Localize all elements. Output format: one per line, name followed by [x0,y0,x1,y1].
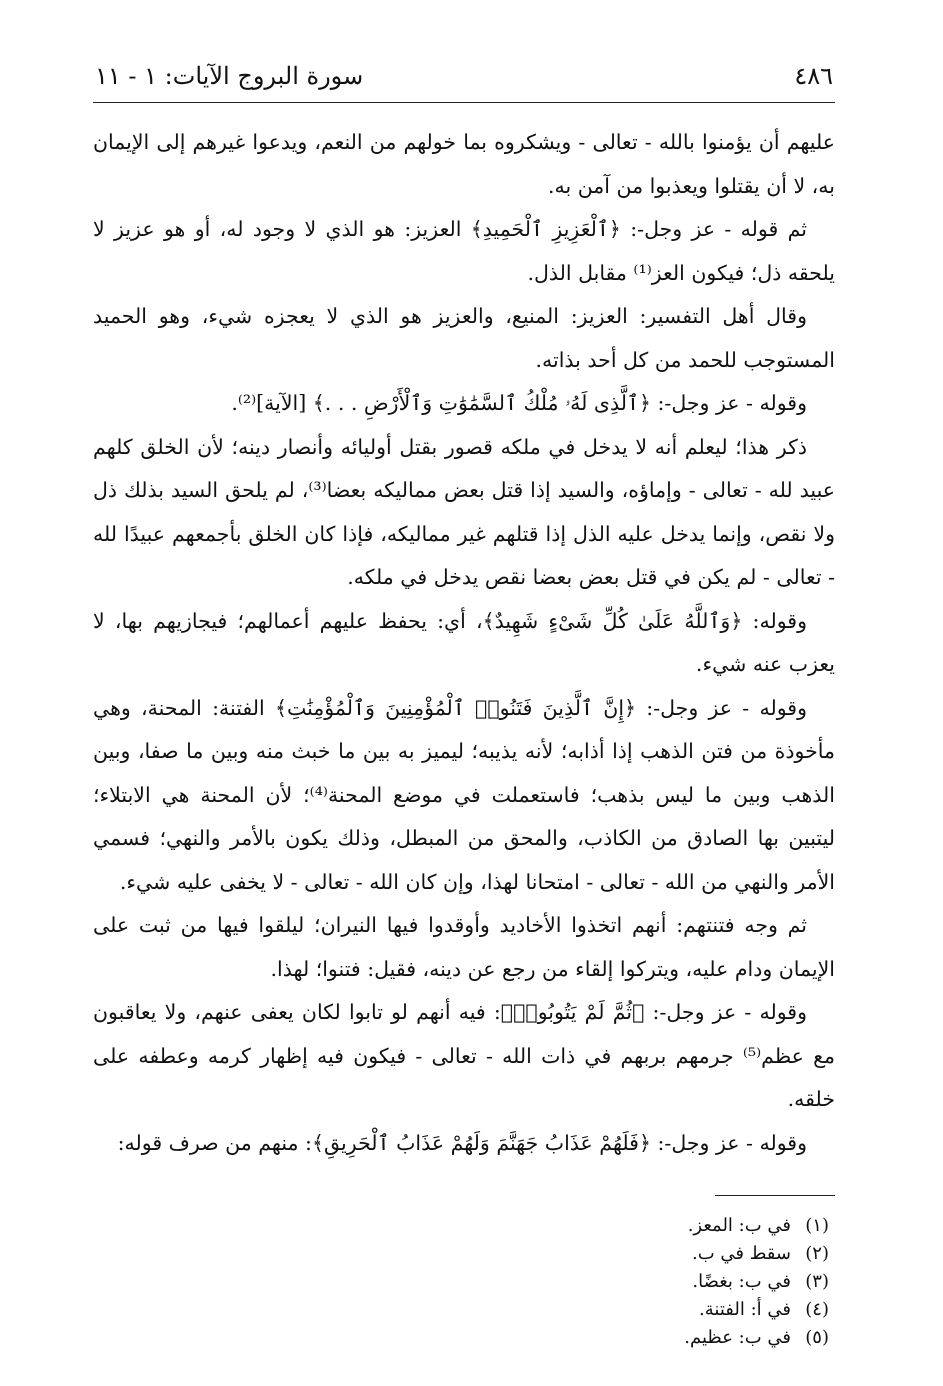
footnote [93,1296,829,1324]
footnote-text: سقط في ب. [692,1243,791,1264]
footnote-separator [715,1195,835,1196]
paragraph: ثم قوله - عز وجل-: ﴿ٱلْعَزِيزِ ٱلْحَمِيدِ﴾ العزيز: هو الذي لا وجود له، أو هو عزيز لا يلحقه ذل؛ فيكون العز⁽¹⁾ مقابل الذل. [93,217,835,285]
footnote [93,1268,829,1296]
footnote-number: (٤) [805,1299,829,1320]
footnote [93,1212,829,1240]
running-title: سورة البروج الآيات: ١ - ١١ [95,62,364,90]
footnote-text: في ب: المعز. [687,1215,791,1236]
header-rule [93,102,835,103]
footnote-text: في أ: الفتنة. [699,1299,791,1320]
footnote-number: (٢) [805,1243,829,1264]
footnote [93,1240,829,1268]
page-number: ٤٨٦ [794,62,833,90]
footnote-text: في ب: بغضًا. [692,1271,791,1292]
book-page [93,52,835,1352]
paragraph: عليهم أن يؤمنوا بالله - تعالى - ويشكروه بما خولهم من النعم، ويدعوا غيرهم إلى الإيمان به، لا أن يقتلوا ويعذبوا من آمن به. [93,130,835,198]
paragraph: وقوله - عز وجل-: ﴿ثُمَّ لَمْ يَتُوبُوا۟﴾: فيه أنهم لو تابوا لكان يعفى عنهم، ولا يعاقبون مع عظم⁽⁵⁾ جرمهم بربهم في ذات الله - تعالى - فيكون فيه إظهار كرمه وعطفه على خلقه. [93,1000,835,1111]
footnote-text: في ب: عظيم. [684,1327,791,1348]
footnote-number: (٥) [805,1327,829,1348]
footnotes [93,1212,835,1352]
paragraph: وقوله - عز وجل-: ﴿إِنَّ ٱلَّذِينَ فَتَنُوا۟ ٱلْمُؤْمِنِينَ وَٱلْمُؤْمِنَٰتِ﴾ الفتنة: المحنة، وهي مأخوذة من فتن الذهب إذا أذابه؛ لأنه يذيبه؛ ليميز به بين ما خبث منه وبين ما صفا، وبين الذهب وبين ما ليس بذهب؛ فاستعملت في موضع المحنة⁽⁴⁾؛ لأن المحنة هي الابتلاء؛ ليتبين بها الصادق من الكاذب، والمحق من المبطل، وذلك يكون بالأمر والنهي؛ فسمي الأمر والنهي من الله - تعالى - امتحانا لهذا، وإن كان الله - تعالى - لا يخفى عليه شيء. [93,695,835,894]
footnote-number: (١) [805,1215,829,1236]
footnote [93,1324,829,1352]
paragraph: ذكر هذا؛ ليعلم أنه لا يدخل في ملكه قصور بقتل أوليائه وأنصار دينه؛ لأن الخلق كلهم عبيد لله - تعالى - وإماؤه، والسيد إذا قتل بعض مماليكه بعضا⁽³⁾، لم يلحق السيد بذلك ذل ولا نقص، وإنما يدخل عليه الذل إذا قتلهم غير مماليكه، فإذا كان الخلق بأجمعهم عبيدًا لله - تعالى - لم يكن في قتل بعض بعضا نقص يدخل في ملكه. [93,434,835,589]
paragraph: وقال أهل التفسير: العزيز: المنيع، والعزيز هو الذي لا يعجزه شيء، وهو الحميد المستوجب للحمد من كل أحد بذاته. [93,304,835,372]
paragraph: وقوله: ﴿وَٱللَّهُ عَلَىٰ كُلِّ شَىْءٍ شَهِيدٌ﴾، أي: يحفظ عليهم أعمالهم؛ فيجازيهم بها، لا يعزب عنه شيء. [93,608,835,676]
paragraph: وقوله - عز وجل-: ﴿ٱلَّذِى لَهُۥ مُلْكُ ٱلسَّمَٰوَٰتِ وَٱلْأَرْضِ . . .﴾ [الآية]⁽²⁾. [231,391,807,415]
footnote-number: (٣) [805,1271,829,1292]
paragraph: وقوله - عز وجل-: ﴿فَلَهُمْ عَذَابُ جَهَنَّمَ وَلَهُمْ عَذَابُ ٱلْحَرِيقِ﴾: منهم من صرف قوله: [117,1130,807,1155]
page-header [93,52,835,98]
paragraph: ثم وجه فتنتهم: أنهم اتخذوا الأخاديد وأوقدوا فيها النيران؛ ليلقوا فيها من ثبت على الإيمان ودام عليه، ويتركوا إلقاء من رجع عن دينه، فقيل: فتنوا؛ لهذا. [93,913,835,981]
main-text [93,121,835,1165]
